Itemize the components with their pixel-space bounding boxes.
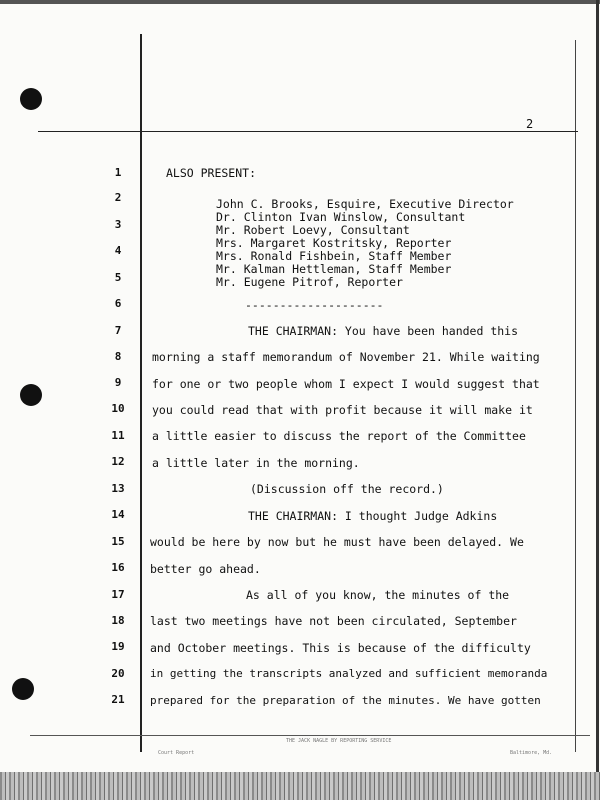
line-number: 21 [111, 693, 125, 706]
transcript-line: THE CHAIRMAN: You have been handed this [248, 324, 519, 338]
footer-left-text: Court Report [158, 750, 195, 756]
line-number: 2 [114, 191, 122, 204]
transcript-line: you could read that with profit because it will make it [152, 403, 533, 417]
line-number: 16 [111, 561, 125, 574]
attendee-line: Mrs. Margaret Kostritsky, Reporter [216, 236, 452, 250]
line-number: 13 [111, 482, 125, 495]
separator-line: -------------------- [245, 298, 384, 312]
scan-right-edge [596, 0, 599, 780]
header-rule [38, 131, 578, 132]
attendee-line: Mr. Eugene Pitrof, Reporter [216, 275, 403, 289]
transcript-line: better go ahead. [150, 562, 261, 576]
transcript-line: and October meetings. This is because of the difficulty [150, 641, 531, 655]
line-number: 6 [114, 297, 122, 310]
line-number: 15 [111, 535, 125, 548]
line-number: 20 [111, 667, 125, 680]
line-number: 10 [111, 402, 125, 415]
line-number: 5 [114, 271, 122, 284]
transcript-line: a little later in the morning. [152, 456, 360, 470]
footer-right-text: Baltimore, Md. [510, 750, 553, 756]
line-number: 9 [114, 376, 122, 389]
transcript-line: As all of you know, the minutes of the [246, 588, 510, 602]
transcript-line: last two meetings have not been circulated, September [150, 614, 517, 628]
line-number: 4 [114, 244, 122, 257]
scan-bottom-edge [0, 772, 600, 800]
punch-hole-bottom [12, 678, 34, 700]
footer-reporting-service: THE JACK NAGLE BY REPORTING SERVICE [286, 738, 392, 744]
left-margin-rule [140, 34, 142, 752]
transcript-line: a little easier to discuss the report of the Committee [152, 429, 526, 443]
transcript-line: prepared for the preparation of the minutes. We have gotten [150, 694, 541, 707]
line-number: 18 [111, 614, 125, 627]
transcript-line: for one or two people whom I expect I would suggest that [152, 377, 540, 391]
right-margin-rule [575, 40, 576, 752]
line-number: 12 [111, 455, 125, 468]
transcript-line: in getting the transcripts analyzed and sufficient memoranda [150, 667, 548, 680]
attendee-line: Dr. Clinton Ivan Winslow, Consultant [216, 210, 466, 224]
punch-hole-top [20, 88, 42, 110]
transcript-line: would be here by now but he must have been delayed. We [150, 535, 524, 549]
line-number: 17 [111, 588, 125, 601]
footer-rule [30, 735, 590, 736]
line-number: 3 [114, 218, 122, 231]
transcript-line: morning a staff memorandum of November 21. While waiting [152, 350, 540, 364]
attendee-line: John C. Brooks, Esquire, Executive Director [216, 197, 514, 211]
line-number: 11 [111, 429, 125, 442]
transcript-line: (Discussion off the record.) [250, 482, 444, 496]
page-number: 2 [526, 117, 534, 131]
line-number: 19 [111, 640, 125, 653]
also-present-heading: ALSO PRESENT: [166, 166, 257, 180]
line-number: 14 [111, 508, 125, 521]
scan-top-edge [0, 0, 600, 4]
line-number: 1 [114, 166, 122, 179]
line-number: 7 [114, 324, 122, 337]
attendee-line: Mrs. Ronald Fishbein, Staff Member [216, 249, 452, 263]
attendee-line: Mr. Kalman Hettleman, Staff Member [216, 262, 452, 276]
attendee-line: Mr. Robert Loevy, Consultant [216, 223, 410, 237]
line-number: 8 [114, 350, 122, 363]
transcript-line: THE CHAIRMAN: I thought Judge Adkins [248, 509, 498, 523]
punch-hole-middle [20, 384, 42, 406]
